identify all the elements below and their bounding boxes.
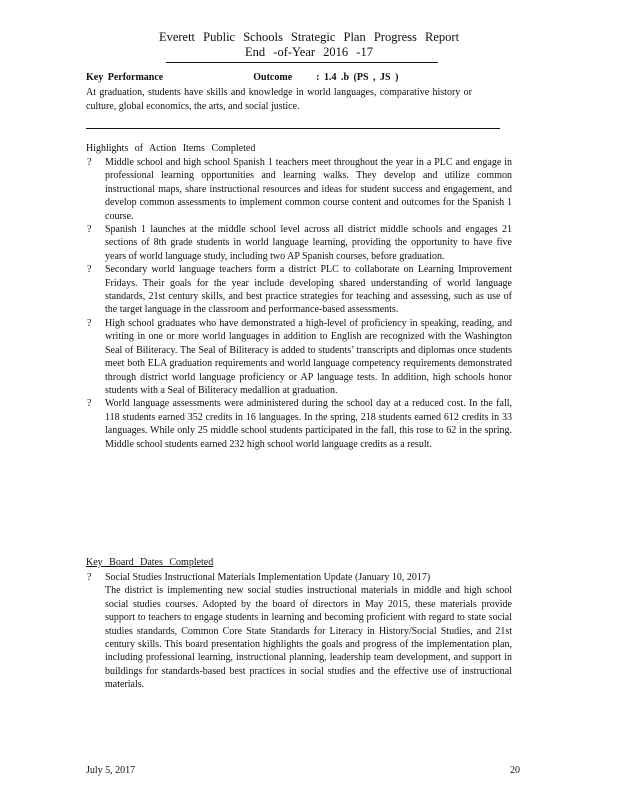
- list-item: [86, 397, 512, 451]
- list-item: [86, 571, 512, 692]
- kpo-code: : 1.4 .b (PS , JS ): [316, 72, 399, 83]
- board-item-text: The district is implementing new social studies instructional materials in middle and high school social studies courses. Adopted by the board of directors in May 2015, these materials provide support to teachers to engage students in learning and becoming proficient with regard to state social studies standards, Common Core State Standards for Literacy in History/Social Studies, and 21st century skills. This board presentation highlights the goals and progress of the implementation plan, including professional learning, instructional planning, leadership team development, and support in buildings for standards-based best practices in social studies and the effective use of instructional materials.: [105, 585, 512, 691]
- section-divider: [86, 128, 500, 129]
- footer-date: July 5, 2017: [86, 765, 136, 776]
- highlights-heading: Highlights of Action Items Completed: [86, 143, 256, 154]
- bullet-glyph: ?: [87, 317, 92, 329]
- list-item: [86, 223, 512, 263]
- kpo-outcome-label: Outcome: [253, 72, 293, 83]
- board-dates-heading: Key Board Dates Completed: [86, 557, 214, 568]
- bullet-glyph: ?: [87, 572, 92, 583]
- list-item-text: Secondary world language teachers form a district PLC to collaborate on Learning Improvement Fridays. Their goals for the year include developing shared understanding of world language standards, 21st century skills, and best practice strategies for teaching and assessing, such as use of the target language in the classroom and performance-based assessments.: [105, 264, 512, 316]
- list-item-text: High school graduates who have demonstrated a high-level of proficiency in speaking, reading, and writing in one or more world languages in addition to English are recognized with the Washington Seal of Biliteracy. The Seal of Biliteracy is added to students’ transcripts and diplomas once students meet both ELA graduation requirements and world language competency requirements demonstrated through district world language proficiency or AP language tests. In addition, high schools honor students with a Seal of Biliteracy medallion at graduation.: [105, 317, 512, 396]
- list-item: [86, 317, 512, 397]
- report-title: Everett Public Schools Strategic Plan Progress Report: [158, 30, 460, 44]
- page-number: 20: [510, 765, 520, 776]
- list-item-text: Spanish 1 launches at the middle school level across all district middle schools and engages 21 sections of 8th grade students in world language learning, providing the opportunity to have five years of world language study, including two AP Spanish courses, before graduation.: [105, 224, 512, 262]
- kpo-label: Key Performance: [86, 72, 164, 83]
- board-dates-list: [86, 571, 512, 692]
- bullet-glyph: ?: [87, 264, 92, 276]
- list-item-text: Middle school and high school Spanish 1 teachers meet throughout the year in a PLC and engage in professional learning opportunities and learning walks. They develop and utilize common instructional maps, share instructional resources and ideas for student success and engagement, and develop common assessments to implement common course content and outcomes for the Spanish 1 course.: [105, 157, 512, 222]
- title-divider: [166, 62, 438, 63]
- highlights-list: [86, 156, 512, 451]
- list-item: [86, 156, 512, 223]
- list-item-text: World language assessments were administered during the school day at a reduced cost. In the fall, 118 students earned 352 credits in 16 languages. In the spring, 218 students earned 612 credits in 33 languages. While only 25 middle school students participated in the fall, this rose to 62 in the spring. Middle school students earned 232 high school world language credits as a result.: [105, 398, 512, 450]
- bullet-glyph: ?: [87, 157, 92, 168]
- kpo-description: At graduation, students have skills and knowledge in world languages, comparative history or culture, global economics, the arts, and social justice.: [86, 87, 472, 112]
- report-subtitle: End -of-Year 2016 -17: [245, 45, 373, 59]
- bullet-glyph: ?: [87, 398, 92, 410]
- kpo-heading: [86, 72, 398, 83]
- board-item-title: Social Studies Instructional Materials Implementation Update (January 10, 2017): [105, 572, 431, 583]
- list-item: [86, 263, 512, 317]
- bullet-glyph: ?: [87, 224, 92, 236]
